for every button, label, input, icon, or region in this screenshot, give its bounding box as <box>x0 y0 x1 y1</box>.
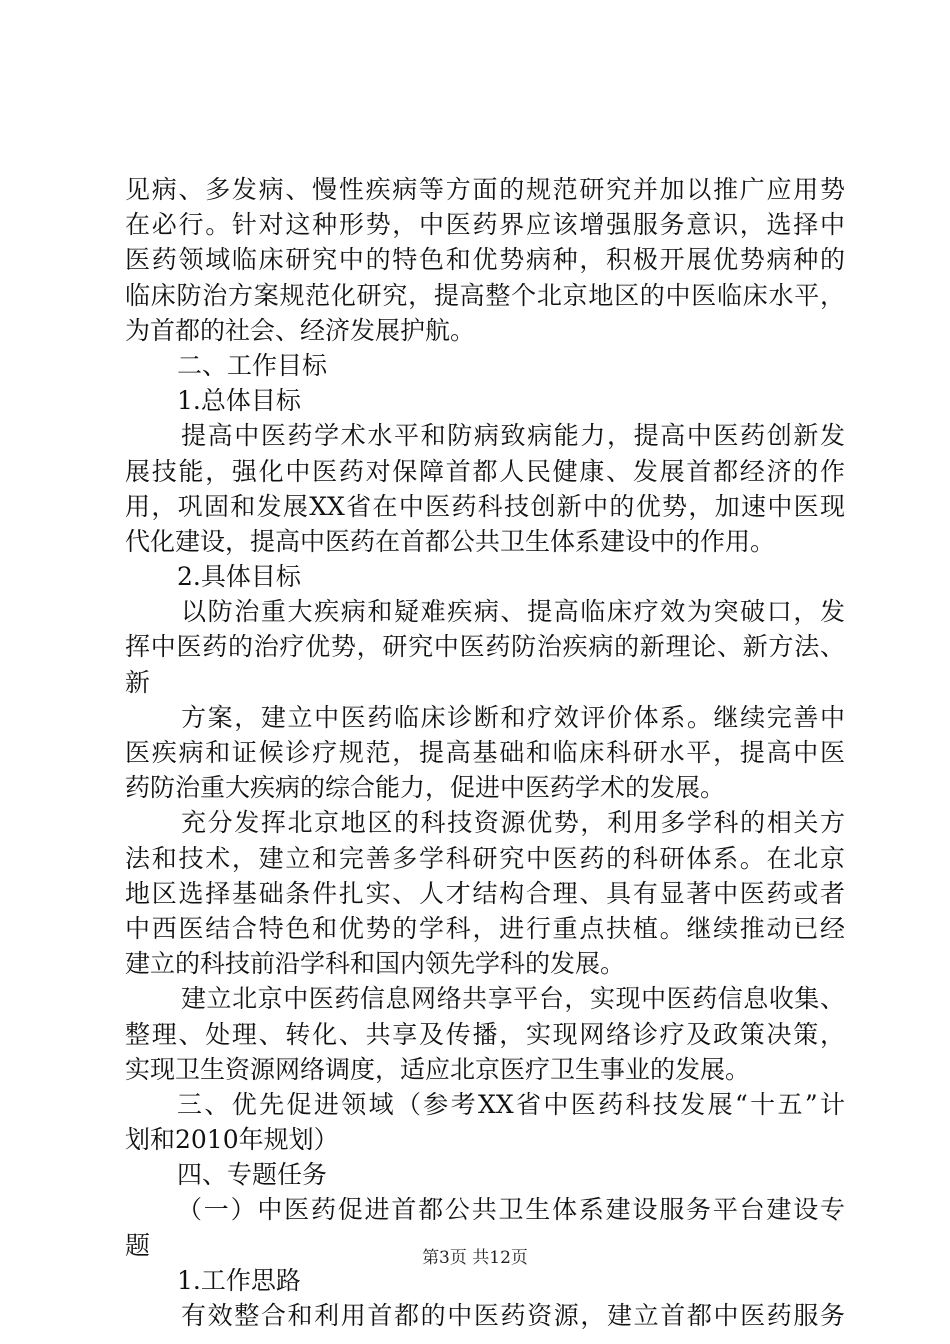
text-line: 题 <box>125 1230 151 1260</box>
text-line: 医药领域临床研究中的特色和优势病种，积极开展优势病种的 <box>125 245 845 275</box>
text-line: 实现卫生资源网络调度，适应北京医疗卫生事业的发展。 <box>125 1054 751 1084</box>
text-line: 临床防治方案规范化研究，提高整个北京地区的中医临床水平， <box>125 280 845 310</box>
text-line: 医疾病和证候诊疗规范，提高基础和临床科研水平，提高中医 <box>125 738 845 767</box>
text-line: 方案，建立中医药临床诊断和疗效评价体系。继续完善中 <box>181 702 845 732</box>
text-line: 二、工作目标 <box>177 350 328 380</box>
text-line: 有效整合和利用首都的中医药资源，建立首都中医药服务 <box>181 1301 845 1330</box>
text-line: 建立北京中医药信息网络共享平台，实现中医药信息收集、 <box>181 984 845 1014</box>
text-line: 地区选择基础条件扎实、人才结构合理、具有显著中医药或者 <box>125 878 845 908</box>
text-line: 挥中医药的治疗优势，研究中医药防治疾病的新理论、新方法、 <box>125 632 845 662</box>
text-line: 法和技术，建立和完善多学科研究中医药的科研体系。在北京 <box>125 843 845 873</box>
document-body <box>125 172 845 1333</box>
text-line: 用，巩固和发展XX省在中医药科技创新中的优势，加速中医现 <box>125 491 845 521</box>
text-line: 新 <box>125 667 151 697</box>
text-line: 1.工作思路 <box>177 1265 301 1295</box>
text-line: 药防治重大疾病的综合能力，促进中医药学术的发展。 <box>125 773 726 803</box>
text-line: 为首都的社会、经济发展护航。 <box>125 315 476 345</box>
text-line: 以防治重大疾病和疑难疾病、提高临床疗效为突破口，发 <box>181 597 845 627</box>
page-footer: 第3页 共12页 <box>422 1248 528 1268</box>
text-line: 在必行。针对这种形势，中医药界应该增强服务意识，选择中 <box>125 210 845 240</box>
text-line: 划和2010年规划） <box>125 1125 339 1155</box>
text-line: 提高中医药学术水平和防病致病能力，提高中医药创新发 <box>181 421 845 451</box>
text-line: 展技能，强化中医药对保障首都人民健康、发展首都经济的作 <box>125 456 845 486</box>
text-line: 建立的科技前沿学科和国内领先学科的发展。 <box>125 949 626 979</box>
text-line: 充分发挥北京地区的科技资源优势，利用多学科的相关方 <box>181 808 845 838</box>
text-line: 中西医结合特色和优势的学科，进行重点扶植。继续推动已经 <box>125 913 845 943</box>
text-line: （一）中医药促进首都公共卫生体系建设服务平台建设专 <box>177 1195 845 1225</box>
text-line: 1.总体目标 <box>177 386 301 416</box>
text-line: 整理、处理、转化、共享及传播，实现网络诊疗及政策决策， <box>125 1019 845 1049</box>
text-line: 见病、多发病、慢性疾病等方面的规范研究并加以推广应用势 <box>125 175 845 204</box>
text-line: 三、优先促进领域（参考XX省中医药科技发展“十五”计 <box>177 1089 845 1119</box>
text-line: 代化建设，提高中医药在首都公共卫生体系建设中的作用。 <box>125 526 776 556</box>
text-line: 2.具体目标 <box>177 562 301 592</box>
text-line: 四、专题任务 <box>177 1160 328 1190</box>
